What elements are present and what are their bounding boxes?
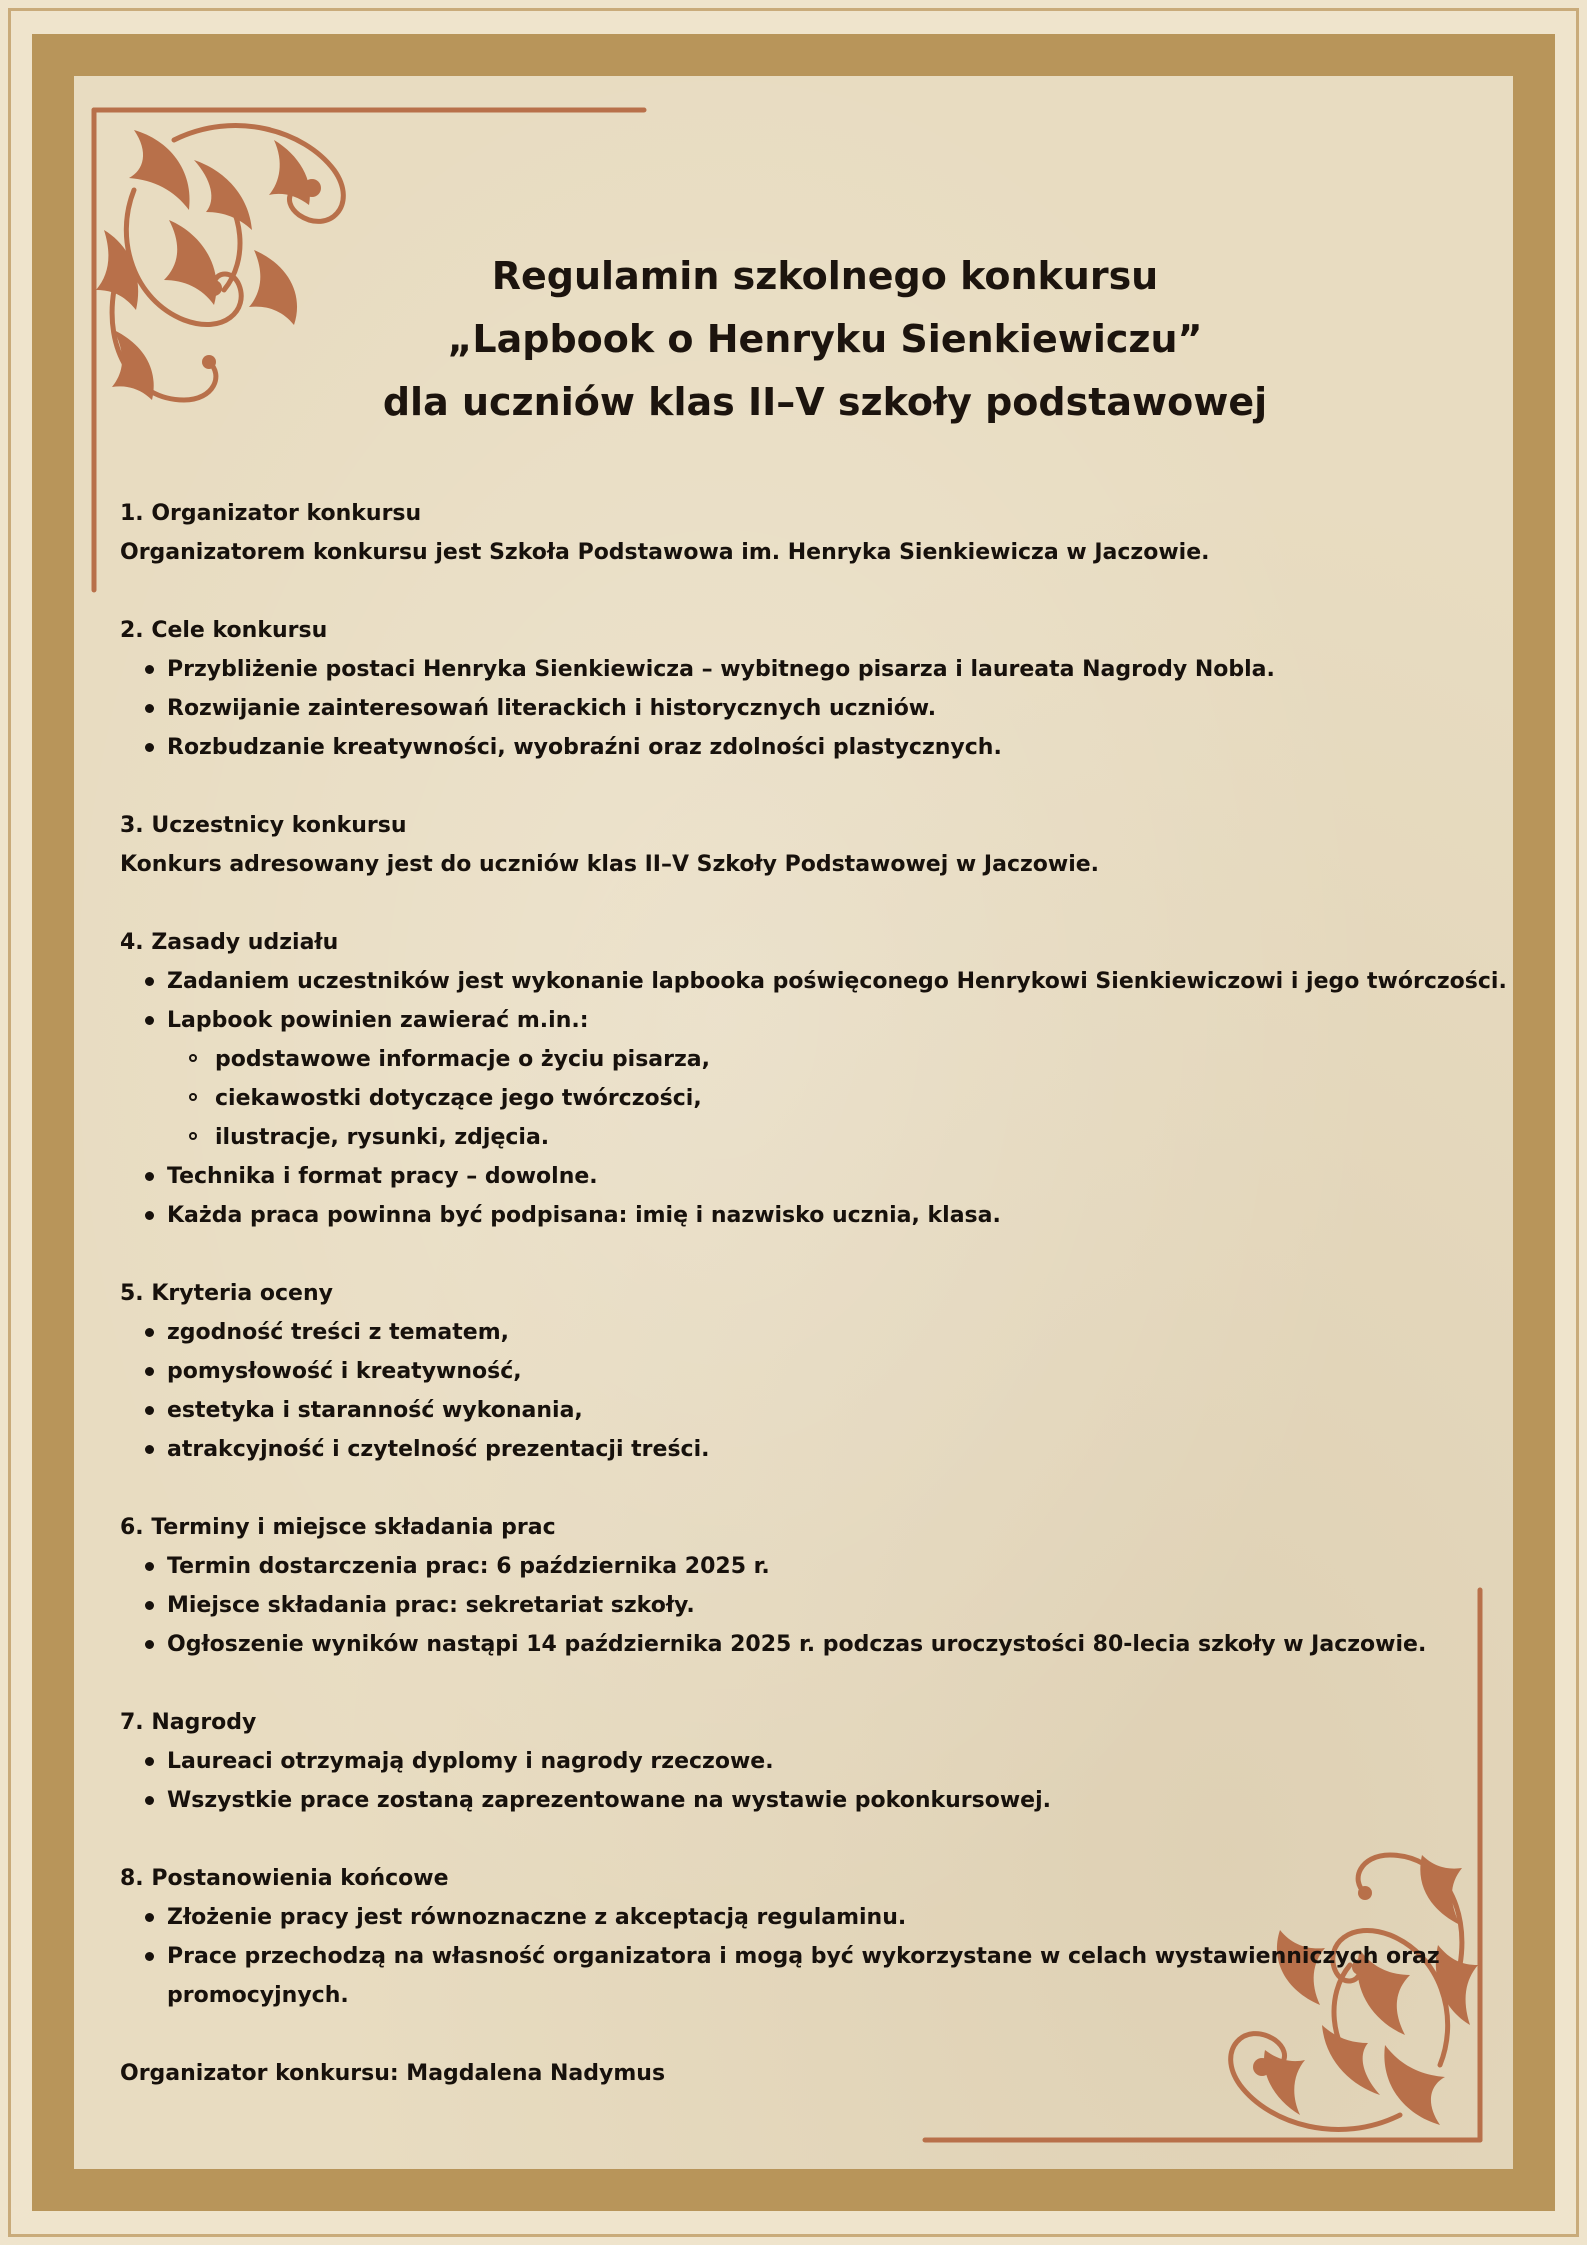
list-item-text: Rozwijanie zainteresowań literackich i historycznych uczniów. [167,696,937,721]
bullet-dot-icon [145,743,154,752]
sublist-item [120,1040,1540,1079]
prizes-list [120,1742,1540,1820]
list-item-text: estetyka i staranność wykonania, [167,1398,583,1423]
list-item-text: atrakcyjność i czytelność prezentacji treści. [167,1437,710,1462]
list-item-text: Ogłoszenie wyników nastąpi 14 października 2025 r. podczas uroczystości 80-lecia szkoły w Jaczowie. [167,1632,1427,1657]
list-item-text: pomysłowość i kreatywność, [167,1359,522,1384]
bullet-dot-icon [145,1640,154,1649]
list-item-text: Każda praca powinna być podpisana: imię i nazwisko ucznia, klasa. [167,1203,1001,1228]
list-item [120,1781,1540,1820]
sublist-item-text: ciekawostki dotyczące jego twórczości, [215,1086,702,1111]
section-heading: 8. Postanowienia końcowe [120,1866,449,1891]
list-item-text: Zadaniem uczestników jest wykonanie lapbooka poświęconego Henrykowi Sienkiewiczowi i jego twórczości. [167,969,1507,994]
list-item-text: Wszystkie prace zostaną zaprezentowane na wystawie pokonkursowej. [167,1788,1051,1813]
bullet-dot-icon [145,1757,154,1766]
bullet-dot-icon [145,1952,154,1961]
list-item-text: Przybliżenie postaci Henryka Sienkiewicza – wybitnego pisarza i laureata Nagrody Nobla. [167,657,1275,682]
list-item [120,1937,1507,2015]
list-item [120,650,1540,689]
regulations-content [120,494,1540,2093]
goals-list [120,650,1540,767]
document-title [150,245,1500,434]
section-goals [120,611,1540,767]
section-organizer [120,494,1540,572]
list-item [120,1001,1540,1040]
section-heading: 1. Organizator konkursu [120,501,422,526]
list-item-text: Rozbudzanie kreatywności, wyobraźni oraz zdolności plastycznych. [167,735,1002,760]
bullet-dot-icon [145,1796,154,1805]
sublist-item [120,1118,1540,1157]
list-item [120,1196,1540,1235]
list-item [120,962,1540,1001]
sublist-item-text: ilustracje, rysunki, zdjęcia. [215,1125,550,1150]
list-item-text: Miejsce składania prac: sekretariat szkoły. [167,1593,695,1618]
title-line-1: Regulamin szkolnego konkursu [491,254,1159,298]
list-item [120,1625,1540,1664]
bullet-circle-icon [189,1093,197,1101]
final-list [120,1898,1540,2015]
section-text: Konkurs adresowany jest do uczniów klas II–V Szkoły Podstawowej w Jaczowie. [120,852,1100,877]
list-item [120,1391,1540,1430]
section-text: Organizatorem konkursu jest Szkoła Podstawowa im. Henryka Sienkiewicza w Jaczowie. [120,540,1210,565]
bullet-dot-icon [145,1367,154,1376]
list-item-text: Laureaci otrzymają dyplomy i nagrody rzeczowe. [167,1749,774,1774]
rules-sublist [120,1040,1540,1157]
section-heading: 7. Nagrody [120,1710,257,1735]
list-item [120,1898,1540,1937]
organizer-signature: Organizator konkursu: Magdalena Nadymus [120,2061,666,2086]
list-item [120,1157,1540,1196]
bullet-dot-icon [145,1211,154,1220]
section-prizes [120,1703,1540,1820]
bullet-circle-icon [189,1054,197,1062]
list-item [120,1586,1540,1625]
section-rules [120,923,1540,1235]
title-line-2: „Lapbook o Henryku Sienkiewiczu” [447,317,1203,361]
list-item [120,728,1540,767]
list-item-text: Termin dostarczenia prac: 6 października 2025 r. [167,1554,770,1579]
section-final [120,1859,1540,2015]
bullet-dot-icon [145,977,154,986]
section-heading: 3. Uczestnicy konkursu [120,813,407,838]
list-item [120,1742,1540,1781]
list-item [120,1430,1540,1469]
bullet-dot-icon [145,1601,154,1610]
title-line-3: dla uczniów klas II–V szkoły podstawowej [382,380,1268,424]
bullet-dot-icon [145,1406,154,1415]
bullet-dot-icon [145,1445,154,1454]
list-item-text: Lapbook powinien zawierać m.in.: [167,1008,589,1033]
sublist-item-text: podstawowe informacje o życiu pisarza, [215,1047,710,1072]
list-item-text: Technika i format pracy – dowolne. [167,1164,598,1189]
list-item-text: Prace przechodzą na własność organizatora i mogą być wykorzystane w celach wystawienniczych oraz promocyjnych. [167,1944,1440,2008]
bullet-dot-icon [145,1913,154,1922]
criteria-list [120,1313,1540,1469]
rules-list-continued [120,1157,1540,1235]
bullet-dot-icon [145,1562,154,1571]
bullet-dot-icon [145,665,154,674]
section-participants [120,806,1540,884]
bullet-dot-icon [145,1172,154,1181]
deadlines-list [120,1547,1540,1664]
list-item [120,1547,1540,1586]
section-deadlines [120,1508,1540,1664]
list-item [120,1313,1540,1352]
bullet-dot-icon [145,1016,154,1025]
list-item [120,689,1540,728]
sublist-item [120,1079,1540,1118]
bullet-dot-icon [145,1328,154,1337]
section-heading: 4. Zasady udziału [120,930,339,955]
list-item [120,1352,1540,1391]
rules-list [120,962,1540,1040]
bullet-dot-icon [145,704,154,713]
section-heading: 6. Terminy i miejsce składania prac [120,1515,556,1540]
list-item-text: zgodność treści z tematem, [167,1320,509,1345]
list-item-text: Złożenie pracy jest równoznaczne z akceptacją regulaminu. [167,1905,907,1930]
bullet-circle-icon [189,1132,197,1140]
section-heading: 5. Kryteria oceny [120,1281,333,1306]
section-heading: 2. Cele konkursu [120,618,328,643]
section-criteria [120,1274,1540,1469]
